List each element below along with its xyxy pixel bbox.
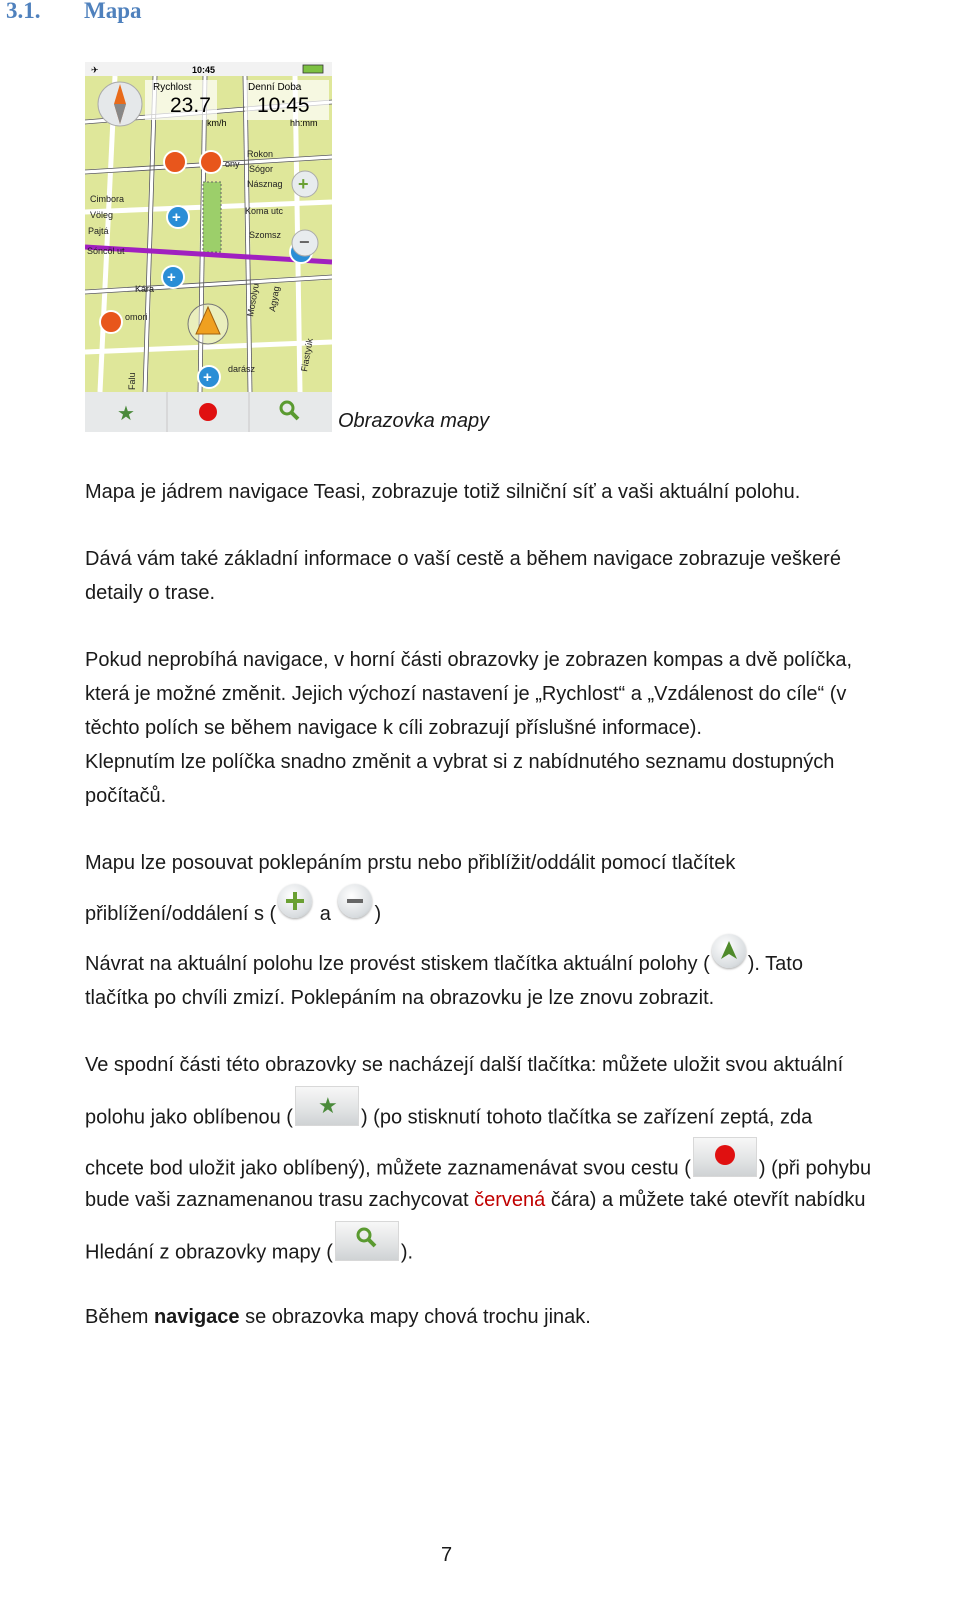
svg-text:Völeg: Völeg <box>90 210 114 220</box>
svg-text:+: + <box>167 269 176 286</box>
page-number: 7 <box>441 1544 453 1566</box>
speed-label: Rychlost <box>153 82 192 93</box>
figure-caption: Obrazovka mapy <box>338 410 490 432</box>
svg-text:Szomsz: Szomsz <box>249 230 282 240</box>
svg-text:★: ★ <box>317 1094 338 1119</box>
paragraph-7: Během navigace se obrazovka mapy chová trochu jinak. <box>85 1306 591 1328</box>
current-position-icon <box>712 934 746 968</box>
status-time: 10:45 <box>192 65 216 75</box>
svg-text:★: ★ <box>117 401 135 425</box>
svg-text:Agyag: Agyag <box>267 285 282 313</box>
svg-text:Násznag: Násznag <box>247 179 283 189</box>
paragraph-3-line-5: počítačů. <box>85 785 167 807</box>
svg-text:✈: ✈ <box>91 65 99 75</box>
paragraph-6-line-2: polohu jako oblíbenou ( ★ ) (po stisknutí tohoto tlačítka se zařízení zeptá, zda <box>85 1098 812 1138</box>
paragraph-6-line-3: chcete bod uložit jako oblíbený), můžete zaznamenávat svou cestu ( ) (při pohybu <box>85 1149 871 1189</box>
svg-text:Sógor: Sógor <box>249 164 274 174</box>
paragraph-2-line-1: Dává vám také základní informace o vaší cestě a během navigace zobrazuje veškeré <box>85 548 841 570</box>
paragraph-2-line-2: detaily o trase. <box>85 582 216 604</box>
svg-text:Falu: Falu <box>127 372 137 390</box>
svg-text:Koma utc: Koma utc <box>245 206 284 216</box>
paragraph-6-line-5: Hledání z obrazovky mapy ( ). <box>85 1233 413 1273</box>
svg-text:Fiastyúk: Fiastyúk <box>299 337 315 373</box>
svg-text:+: + <box>203 369 212 386</box>
section-number: 3.1. <box>6 0 41 23</box>
svg-text:Pajtá: Pajtá <box>88 226 109 236</box>
svg-text:−: − <box>299 232 310 252</box>
svg-text:Mosolyu: Mosolyu <box>245 282 261 318</box>
paragraph-3-line-3: těchto polích se během navigace k cíli zobrazují příslušné informace). <box>85 717 702 739</box>
svg-text:Rokon: Rokon <box>247 149 274 159</box>
svg-text:darász: darász <box>228 364 256 374</box>
zoom-in-icon <box>278 884 312 918</box>
paragraph-3-line-1: Pokud neprobíhá navigace, v horní části obrazovky je zobrazen kompas a dvě políčka, <box>85 649 853 671</box>
svg-text:Cimbora: Cimbora <box>90 194 125 204</box>
svg-text:Kára: Kára <box>135 284 155 294</box>
time-value: 10:45 <box>257 94 310 117</box>
svg-text:Sóncöl ut: Sóncöl ut <box>87 246 125 256</box>
paragraph-3-line-2: která je možné změnit. Jejich výchozí nastavení je „Rychlost“ a „Vzdálenost do cíle“ (v <box>85 683 847 705</box>
record-icon <box>693 1137 757 1177</box>
speed-value: 23.7 <box>170 94 211 117</box>
paragraph-4-line-2: přiblížení/oddálení s ( a ) <box>85 897 381 932</box>
paragraph-3-line-4: Klepnutím lze políčka snadno změnit a vybrat si z nabídnutého seznamu dostupných <box>85 751 835 773</box>
search-icon <box>335 1221 399 1261</box>
paragraph-5-line-2: tlačítka po chvíli zmizí. Poklepáním na obrazovku je lze znovu zobrazit. <box>85 987 715 1009</box>
favorite-star-icon <box>295 1086 359 1126</box>
svg-text:+: + <box>172 209 181 226</box>
bold-word: navigace <box>153 1306 240 1328</box>
section-title: Mapa <box>84 0 142 23</box>
paragraph-4-line-1: Mapu lze posouvat poklepáním prstu nebo přiblížit/oddálit pomocí tlačítek <box>85 852 736 874</box>
speed-unit: km/h <box>207 118 227 128</box>
time-label: Denní Doba <box>248 82 302 93</box>
time-unit: hh:mm <box>290 118 318 128</box>
map-screenshot <box>85 62 332 432</box>
red-word: červená <box>474 1189 546 1211</box>
paragraph-6-line-1: Ve spodní části této obrazovky se nacházejí další tlačítka: můžete uložit svou aktuální <box>85 1054 844 1076</box>
paragraph-1: Mapa je jádrem navigace Teasi, zobrazuje totiž silniční síť a vaši aktuální polohu. <box>85 481 801 503</box>
paragraph-6-line-4: bude vaši zaznamenanou trasu zachycovat červená čára) a můžete také otevřít nabídku <box>85 1189 866 1211</box>
svg-text:omori: omori <box>125 312 148 322</box>
section-heading <box>6 0 142 24</box>
svg-text:ony: ony <box>225 159 240 169</box>
svg-text:+: + <box>298 174 309 194</box>
paragraph-5-line-1: Návrat na aktuální polohu lze provést stiskem tlačítka aktuální polohy ( ). Tato <box>85 947 803 982</box>
zoom-out-icon <box>338 884 372 918</box>
